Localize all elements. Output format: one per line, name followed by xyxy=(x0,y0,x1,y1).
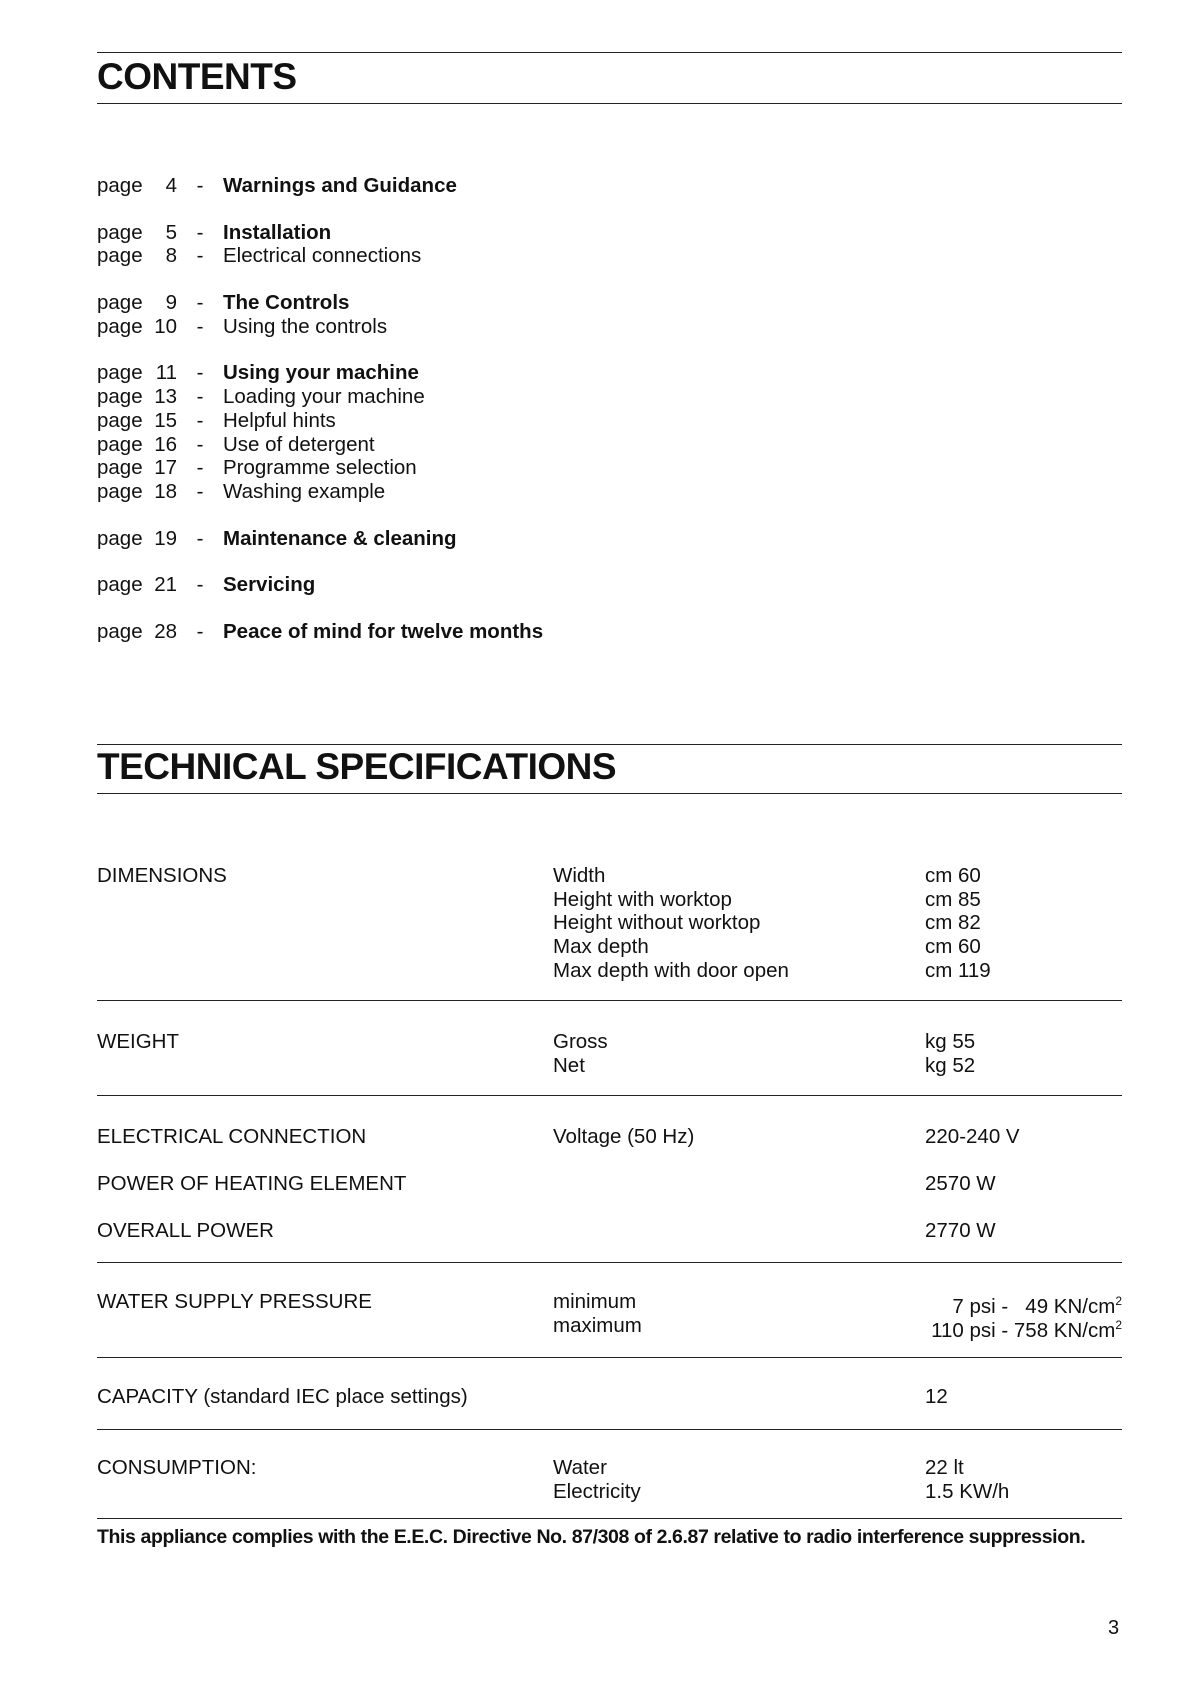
contents-entry-title: Electrical connections xyxy=(223,244,422,268)
contents-page-number: 11 xyxy=(155,361,177,385)
spec-divider xyxy=(97,1429,1122,1430)
contents-top-rule xyxy=(97,52,1122,53)
contents-page-word: page xyxy=(97,314,143,338)
spec-value: 22 lt xyxy=(925,1456,964,1479)
contents-entry xyxy=(97,385,543,409)
contents-page-word: page xyxy=(97,244,143,268)
contents-page-word: page xyxy=(97,174,143,197)
spec-value: 7 psi - 49 $KN/cm^2$ xyxy=(952,1294,1122,1318)
contents-page-number: 5 xyxy=(165,220,177,244)
contents-group xyxy=(97,291,543,338)
spec-category: WEIGHT xyxy=(97,1030,179,1053)
page-number: 3 xyxy=(1108,1617,1120,1639)
contents-dash: - xyxy=(196,314,204,338)
contents-page-number: 18 xyxy=(154,479,177,503)
contents-entry xyxy=(97,527,543,551)
contents-page-number: 4 xyxy=(165,174,177,197)
contents-entry-title: Maintenance & cleaning xyxy=(223,526,457,550)
compliance-notice: This appliance complies with the E.E.C. Directive No. 87/308 of 2.6.87 relative to radio interference suppression. xyxy=(97,1526,1086,1548)
contents-group xyxy=(97,573,543,597)
spec-category: WATER SUPPLY PRESSURE xyxy=(97,1290,372,1313)
spec-value: cm 85 xyxy=(925,887,981,911)
contents-page-number: 8 xyxy=(165,244,177,268)
contents-dash: - xyxy=(196,408,204,432)
contents-entry xyxy=(97,361,543,385)
contents-entry-title: Peace of mind for twelve months xyxy=(223,619,544,643)
spec-value: cm 82 xyxy=(925,911,981,935)
contents-dash: - xyxy=(196,526,204,550)
spec-label: Max depth xyxy=(553,935,649,959)
contents-dash: - xyxy=(196,220,204,244)
contents-entry xyxy=(97,480,543,504)
contents-page-word: page xyxy=(97,432,143,456)
spec-category: CONSUMPTION: xyxy=(97,1456,257,1479)
spec-value: cm 119 xyxy=(925,958,991,982)
contents-page-word: page xyxy=(97,408,143,432)
contents-entry-title: Using the controls xyxy=(223,314,388,338)
contents-group xyxy=(97,174,543,198)
contents-dash: - xyxy=(196,619,204,643)
spec-divider xyxy=(97,1000,1122,1001)
spec-value: 2770 W xyxy=(925,1219,996,1242)
contents-entry-title: Helpful hints xyxy=(223,408,336,432)
contents-entry xyxy=(97,573,543,597)
spec-label: Height with worktop xyxy=(553,887,732,911)
contents-entry-title: Servicing xyxy=(223,573,316,597)
spec-label: Voltage (50 Hz) xyxy=(553,1125,695,1148)
contents-page-word: page xyxy=(97,526,143,550)
contents-page-word: page xyxy=(97,456,143,480)
contents-entry xyxy=(97,221,543,245)
spec-label: Electricity xyxy=(553,1479,641,1503)
contents-page-word: page xyxy=(97,619,143,643)
contents-page-word: page xyxy=(97,573,143,597)
contents-entry-title: Use of detergent xyxy=(223,432,375,456)
spec-category: POWER OF HEATING ELEMENT xyxy=(97,1172,407,1195)
contents-page-number: 16 xyxy=(154,432,177,456)
spec-label: maximum xyxy=(553,1313,642,1337)
contents-page-number: 10 xyxy=(154,314,177,338)
spec-value: 12 xyxy=(925,1385,948,1408)
contents-dash: - xyxy=(196,479,204,503)
contents-dash: - xyxy=(196,573,204,597)
contents-page-word: page xyxy=(97,291,143,315)
contents-entry-title: Installation xyxy=(223,220,332,244)
contents-entry xyxy=(97,620,543,644)
contents-entry xyxy=(97,409,543,433)
spec-category: CAPACITY (standard IEC place settings) xyxy=(97,1385,468,1408)
contents-entry-title: Loading your machine xyxy=(223,385,425,409)
contents-page-number: 13 xyxy=(154,385,177,409)
contents-entry-title: Using your machine xyxy=(223,361,419,385)
spec-divider xyxy=(97,1357,1122,1358)
contents-entry-title: Programme selection xyxy=(223,456,417,480)
contents-entry xyxy=(97,291,543,315)
specs-heading: TECHNICAL SPECIFICATIONS xyxy=(97,746,617,787)
contents-page-number: 28 xyxy=(154,619,177,643)
contents-entry xyxy=(97,433,543,457)
contents-page-word: page xyxy=(97,220,143,244)
contents-page-number: 19 xyxy=(154,526,177,550)
spec-label: Height without worktop xyxy=(553,911,761,935)
contents-dash: - xyxy=(196,244,204,268)
contents-bottom-rule xyxy=(97,103,1122,104)
contents-dash: - xyxy=(196,456,204,480)
contents-group xyxy=(97,527,543,551)
contents-dash: - xyxy=(196,361,204,385)
contents-heading: CONTENTS xyxy=(97,56,297,97)
contents-dash: - xyxy=(196,291,204,315)
contents-page-word: page xyxy=(97,385,143,409)
contents-entry-title: Washing example xyxy=(223,479,386,503)
contents-entry xyxy=(97,315,543,339)
contents-entry xyxy=(97,244,543,268)
contents-dash: - xyxy=(196,174,204,197)
spec-value: kg 52 xyxy=(925,1053,976,1077)
contents-page-word: page xyxy=(97,361,143,385)
specs-bottom-rule xyxy=(97,793,1122,794)
spec-category: ELECTRICAL CONNECTION xyxy=(97,1125,367,1148)
spec-value: kg 55 xyxy=(925,1030,976,1053)
contents-group xyxy=(97,620,543,644)
specs-top-rule xyxy=(97,744,1122,745)
spec-divider xyxy=(97,1095,1122,1096)
contents-group xyxy=(97,361,543,503)
contents-page-number: 9 xyxy=(165,291,177,315)
spec-label: minimum xyxy=(553,1290,637,1313)
contents-page-number: 15 xyxy=(154,408,177,432)
contents-dash: - xyxy=(196,385,204,409)
contents-entry-title: Warnings and Guidance xyxy=(223,174,457,197)
spec-category: DIMENSIONS xyxy=(97,864,227,887)
spec-divider xyxy=(97,1262,1122,1263)
spec-label: Water xyxy=(553,1456,607,1479)
contents-group xyxy=(97,221,543,268)
spec-divider xyxy=(97,1518,1122,1519)
contents-entry xyxy=(97,456,543,480)
contents-page-number: 17 xyxy=(154,456,177,480)
spec-label: Gross xyxy=(553,1030,608,1053)
contents-page-word: page xyxy=(97,479,143,503)
spec-label: Net xyxy=(553,1053,585,1077)
spec-value: cm 60 xyxy=(925,864,981,887)
contents-page-number: 21 xyxy=(154,573,177,597)
spec-category: OVERALL POWER xyxy=(97,1219,274,1242)
spec-label: Max depth with door open xyxy=(553,958,789,982)
spec-value: 220-240 V xyxy=(925,1125,1020,1148)
contents-entry-title: The Controls xyxy=(223,291,350,315)
contents-entry xyxy=(97,174,543,198)
spec-value: 2570 W xyxy=(925,1172,996,1195)
spec-value: 1.5 KW/h xyxy=(925,1479,1010,1503)
spec-value: cm 60 xyxy=(925,935,981,959)
spec-value: 110 psi - 758 $KN/cm^2$ xyxy=(931,1317,1122,1342)
contents-list xyxy=(97,174,543,667)
spec-label: Width xyxy=(553,864,606,887)
contents-dash: - xyxy=(196,432,204,456)
